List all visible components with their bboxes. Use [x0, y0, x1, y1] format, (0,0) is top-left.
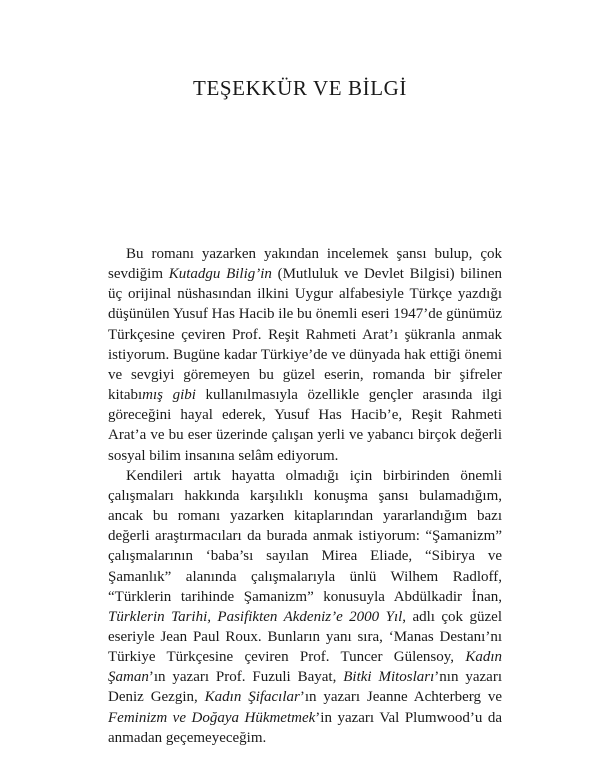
paragraph-1 [108, 244, 502, 466]
italic-title-run: Kadın Şaman [108, 649, 502, 686]
italic-title-run: Kutadgu Bilig’in [168, 266, 272, 283]
italic-title-run: Kadın Şifacılar [204, 689, 300, 706]
text-run: (Mutluluk ve Devlet Bilgisi) bilinen üç orijinal nüshasından ilkini Uygur alfabesiyle Türkçe yazdığı düşünülen Yusuf Has Hacib ile bu önemli eseri 1947’de günümüz Türkçesine çeviren Prof. Reşit Rahmeti Arat’ı şükranla anmak istiyorum. Bugüne kadar Türkiye’de ve dünyada hak ettiği önemi ve sevgiyi göremeyen bu güzel eserin, romanda bir şifreler kitabı [108, 266, 503, 404]
italic-title-run: mış gibi [142, 387, 196, 404]
page-title: TEŞEKKÜR VE BİLGİ [193, 76, 407, 100]
text-run: Kendileri artık hayatta olmadığı için birbirinden önemli çalışmaları hakkında karşılıklı konuşma şansı bulamadığım, ancak bu romanı yazarken kitaplarından yararlandığım bazı değerli araştırmacıları da burada anmak istiyorum: “Şamanizm” çalışmalarının ‘baba’sı sayılan Mirea Eliade, “Sibirya ve Şamanlık” alanında çalışmalarıyla ünlü Wilhem Radloff, “Türklerin tarihinde Şamanizm” konusuyla Abdülkadir İnan, [108, 467, 502, 605]
text-run: , adlı çok güzel eseriyle Jean Paul Roux. Bunların yanı sıra, ‘Manas Destanı’nı Türkiye Türkçesine çeviren Prof. Tuncer Gülensoy, [108, 608, 502, 666]
text-run: ’ın yazarı Prof. Fuzuli Bayat, [148, 669, 344, 686]
text-run: ’ın yazarı Jeanne Achterberg ve [299, 689, 502, 706]
text-run: ’nın yazarı Deniz Gezgin, [108, 669, 502, 706]
text-run: Bu romanı yazarken yakından incelemek şansı bulup, çok sevdiğim [108, 246, 502, 283]
paragraph-2 [108, 466, 502, 748]
italic-title-run: Bitki Mitosları [343, 669, 435, 686]
body-text [108, 244, 502, 748]
text-run: ’in yazarı Val Plumwood’u da anmadan geçemeyeceğim. [108, 709, 502, 746]
italic-title-run: Türklerin Tarihi, Pasifikten Akdeniz’e 2000 Yıl [108, 608, 403, 625]
italic-title-run: Feminizm ve Doğaya Hükmetmek [108, 709, 316, 726]
text-run: kullanılmasıyla özellikle gençler arasında ilgi göreceğini hayal ederek, Yusuf Has Hacib’e, Reşit Rahmeti Arat’a ve bu eser üzerinde çalışan yerli ve yabancı birçok değerli sosyal bilim insanına selâm ediyorum. [108, 387, 502, 464]
